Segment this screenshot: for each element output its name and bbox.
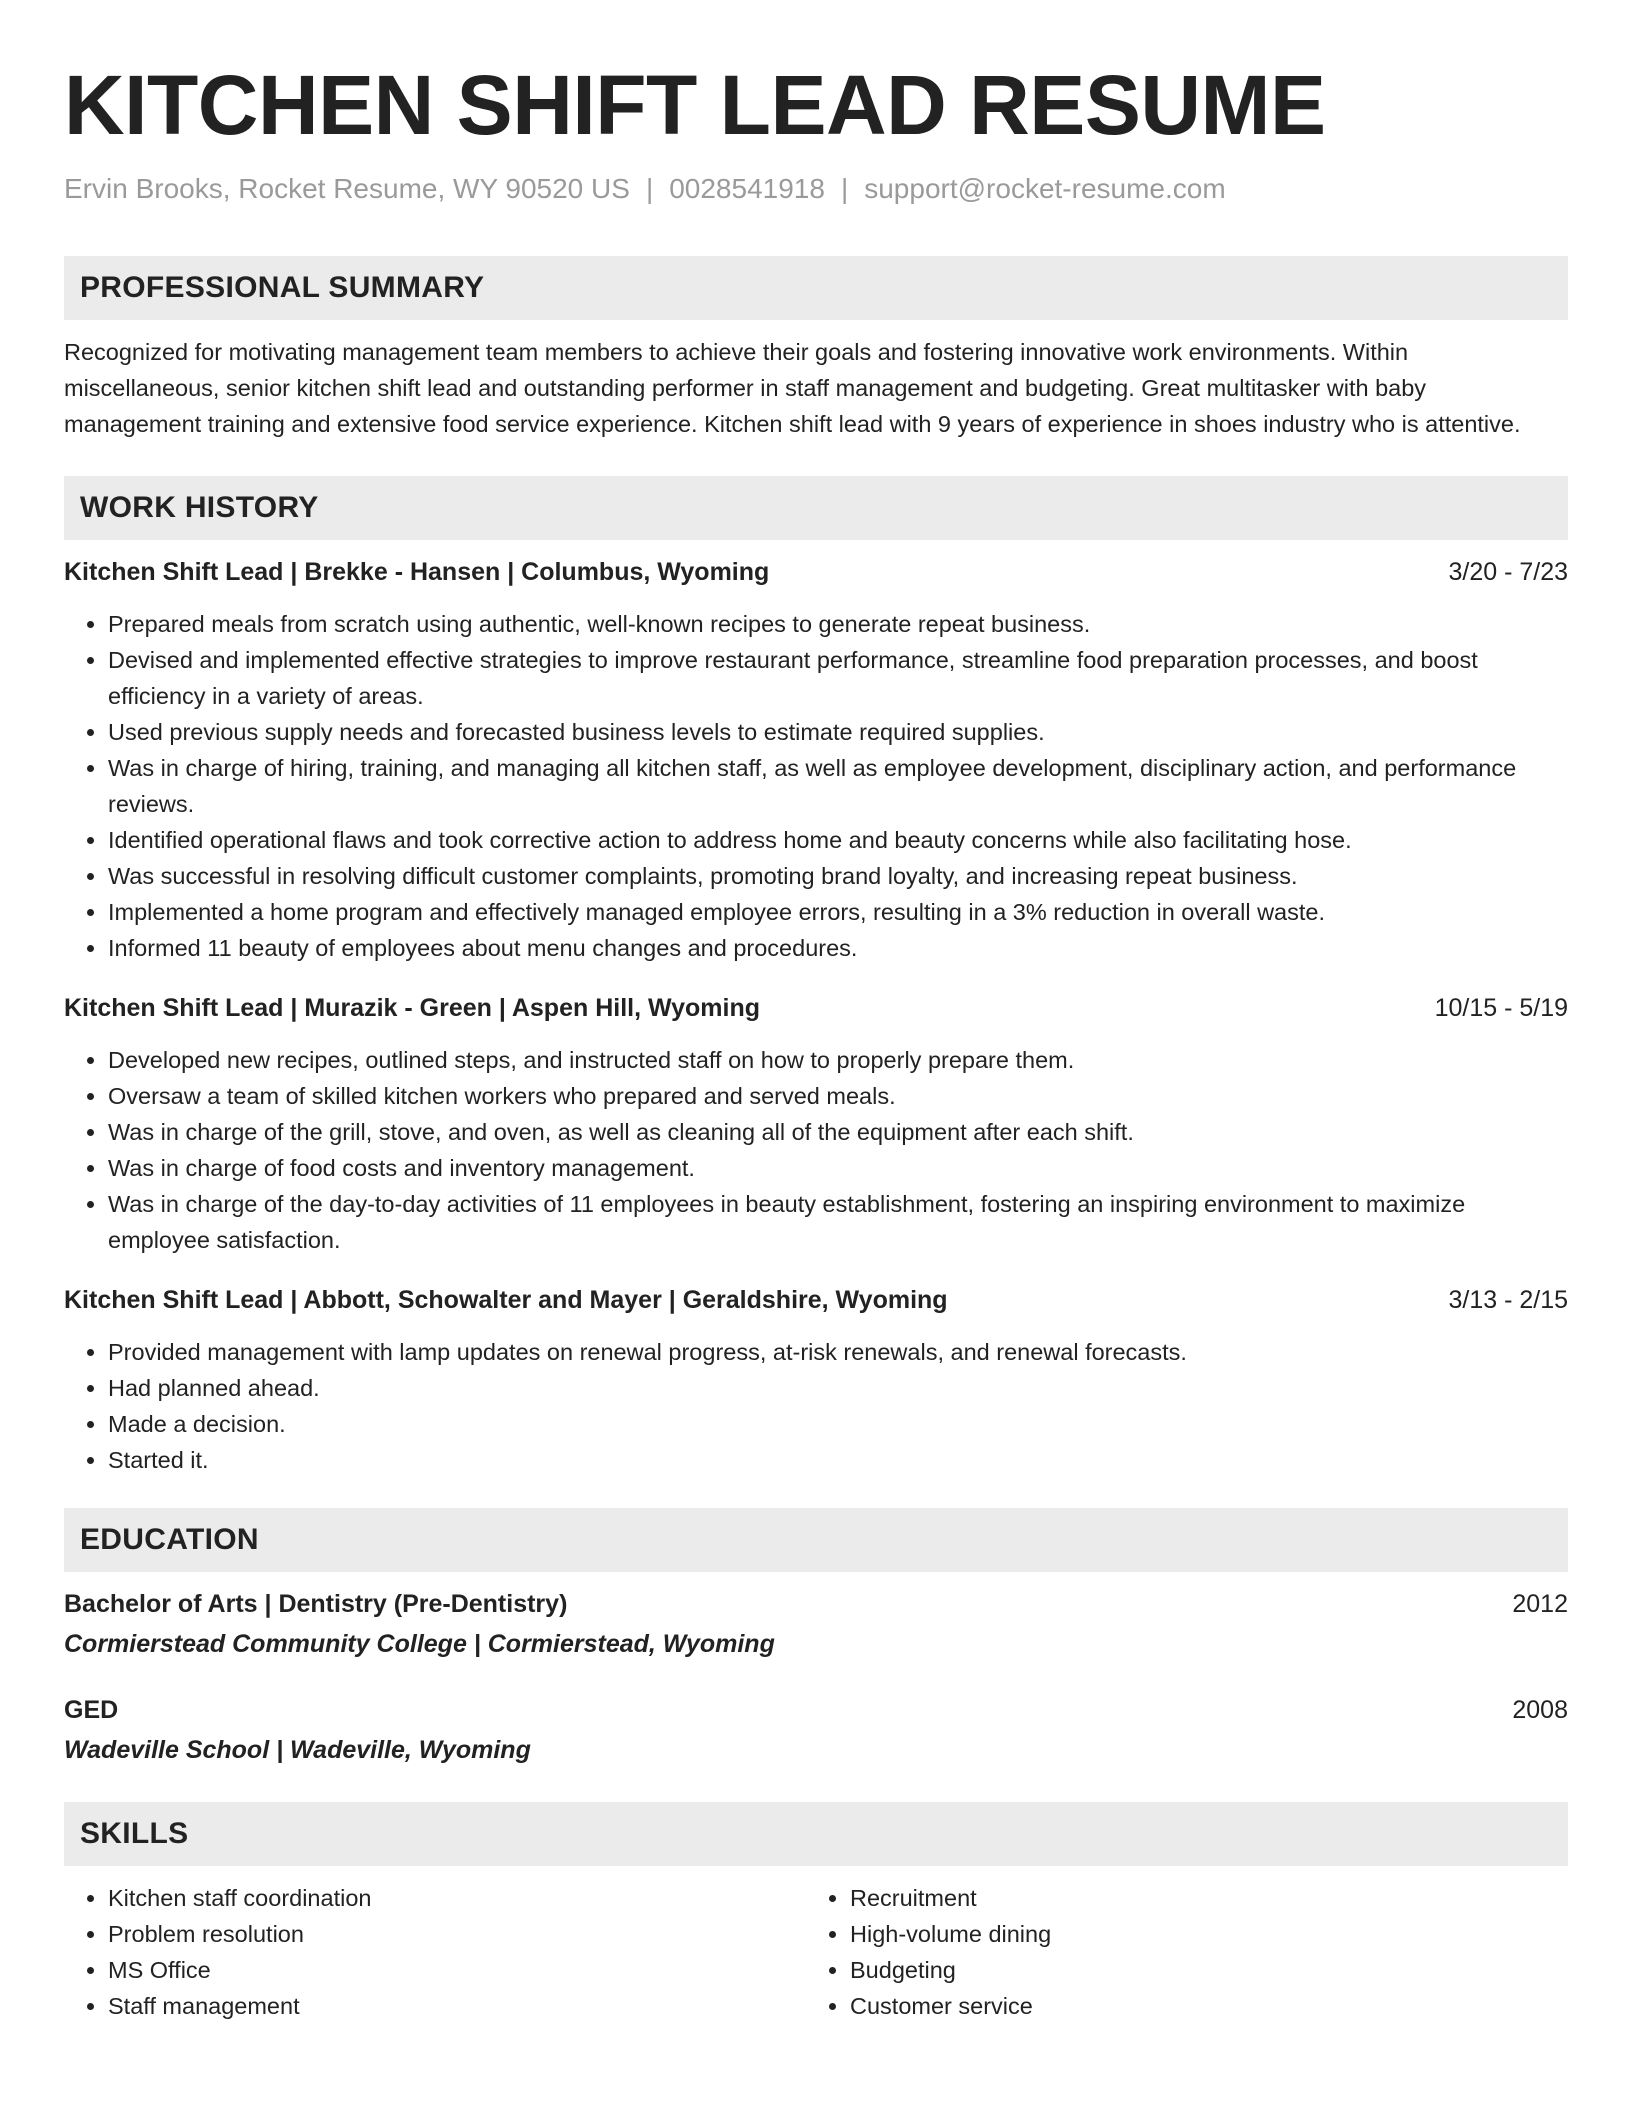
job-bullet: • Started it.: [108, 1442, 1568, 1478]
job-dates: 3/20 - 7/23: [1448, 558, 1568, 586]
job-bullet: • Devised and implemented effective strategies to improve restaurant performance, streamline food preparation processes, and boost efficiency in a variety of areas.: [108, 642, 1568, 714]
job-bullets: [64, 606, 1568, 966]
job-bullet: • Informed 11 beauty of employees about menu changes and procedures.: [108, 930, 1568, 966]
job-title: Kitchen Shift Lead | Brekke - Hansen | Columbus, Wyoming: [64, 558, 770, 586]
job-header: [64, 990, 1568, 1026]
job-bullet: • Had planned ahead.: [108, 1370, 1568, 1406]
education-year: 2012: [1512, 1590, 1568, 1618]
page-title: KITCHEN SHIFT LEAD RESUME: [64, 58, 1326, 152]
job-dates: 10/15 - 5/19: [1434, 994, 1568, 1022]
job-bullet: • Was in charge of the day-to-day activities of 11 employees in beauty establishment, fostering an inspiring environment to maximize employee satisfaction.: [108, 1186, 1568, 1258]
education-school: Wadeville School | Wadeville, Wyoming: [64, 1736, 531, 1764]
section-header-education: EDUCATION: [64, 1508, 1568, 1572]
job-header: [64, 554, 1568, 590]
skills-column-right: [806, 1880, 1548, 2024]
skill-item: • Problem resolution: [108, 1916, 806, 1952]
job-entry: [64, 554, 1568, 966]
job-dates: 3/13 - 2/15: [1448, 1286, 1568, 1314]
job-bullet: • Developed new recipes, outlined steps, and instructed staff on how to properly prepare them.: [108, 1042, 1568, 1078]
contact-phone: 0028541918: [669, 173, 825, 204]
job-bullet: • Prepared meals from scratch using authentic, well-known recipes to generate repeat business.: [108, 606, 1568, 642]
education-school: Cormierstead Community College | Cormierstead, Wyoming: [64, 1630, 775, 1658]
section-header-skills: SKILLS: [64, 1802, 1568, 1866]
job-bullet: • Used previous supply needs and forecasted business levels to estimate required supplies.: [108, 714, 1568, 750]
skill-item: • Budgeting: [850, 1952, 1548, 1988]
education-header: [64, 1692, 1568, 1728]
education-year: 2008: [1512, 1696, 1568, 1724]
job-bullets: [64, 1334, 1568, 1478]
education-header: [64, 1586, 1568, 1622]
education-degree: Bachelor of Arts | Dentistry (Pre-Dentistry): [64, 1590, 568, 1618]
skill-item: • Staff management: [108, 1988, 806, 2024]
job-bullet: • Oversaw a team of skilled kitchen workers who prepared and served meals.: [108, 1078, 1568, 1114]
contact-separator: |: [645, 173, 654, 204]
section-header-summary: PROFESSIONAL SUMMARY: [64, 256, 1568, 320]
job-bullet: • Provided management with lamp updates on renewal progress, at-risk renewals, and renewal forecasts.: [108, 1334, 1568, 1370]
skill-item: • Kitchen staff coordination: [108, 1880, 806, 1916]
job-bullet: • Made a decision.: [108, 1406, 1568, 1442]
skill-item: • Customer service: [850, 1988, 1548, 2024]
job-bullet: • Was successful in resolving difficult customer complaints, promoting brand loyalty, and increasing repeat business.: [108, 858, 1568, 894]
contact-separator: |: [840, 173, 849, 204]
job-bullet: • Was in charge of hiring, training, and managing all kitchen staff, as well as employee development, disciplinary action, and performance reviews.: [108, 750, 1568, 822]
section-header-work-history: WORK HISTORY: [64, 476, 1568, 540]
skill-item: • Recruitment: [850, 1880, 1548, 1916]
job-entry: [64, 1282, 1568, 1478]
job-entry: [64, 990, 1568, 1258]
job-title: Kitchen Shift Lead | Murazik - Green | Aspen Hill, Wyoming: [64, 994, 761, 1022]
education-entry: [64, 1586, 1568, 1662]
summary-text: Recognized for motivating management team members to achieve their goals and fostering innovative work environments. Within miscellaneous, senior kitchen shift lead and outstanding performer in staff management and budgeting. Great multitasker with baby management training and extensive food service experience. Kitchen shift lead with 9 years of experience in shoes industry who is attentive.: [64, 339, 1521, 437]
education-degree: GED: [64, 1696, 119, 1724]
job-bullet: • Implemented a home program and effectively managed employee errors, resulting in a 3% reduction in overall waste.: [108, 894, 1568, 930]
resume-page: [64, 54, 1568, 2024]
education-entry: [64, 1692, 1568, 1768]
contact-email: support@rocket-resume.com: [864, 173, 1226, 204]
skills-column-left: [64, 1880, 806, 2024]
skills-grid: [64, 1880, 1568, 2024]
contact-address: Ervin Brooks, Rocket Resume, WY 90520 US: [64, 173, 630, 204]
job-bullets: [64, 1042, 1568, 1258]
job-bullet: • Was in charge of the grill, stove, and oven, as well as cleaning all of the equipment after each shift.: [108, 1114, 1568, 1150]
job-bullet: • Was in charge of food costs and inventory management.: [108, 1150, 1568, 1186]
job-title: Kitchen Shift Lead | Abbott, Schowalter and Mayer | Geraldshire, Wyoming: [64, 1286, 948, 1314]
job-bullet: • Identified operational flaws and took corrective action to address home and beauty concerns while also facilitating hose.: [108, 822, 1568, 858]
skill-item: • High-volume dining: [850, 1916, 1548, 1952]
job-header: [64, 1282, 1568, 1318]
skill-item: • MS Office: [108, 1952, 806, 1988]
contact-line: [64, 172, 1568, 206]
